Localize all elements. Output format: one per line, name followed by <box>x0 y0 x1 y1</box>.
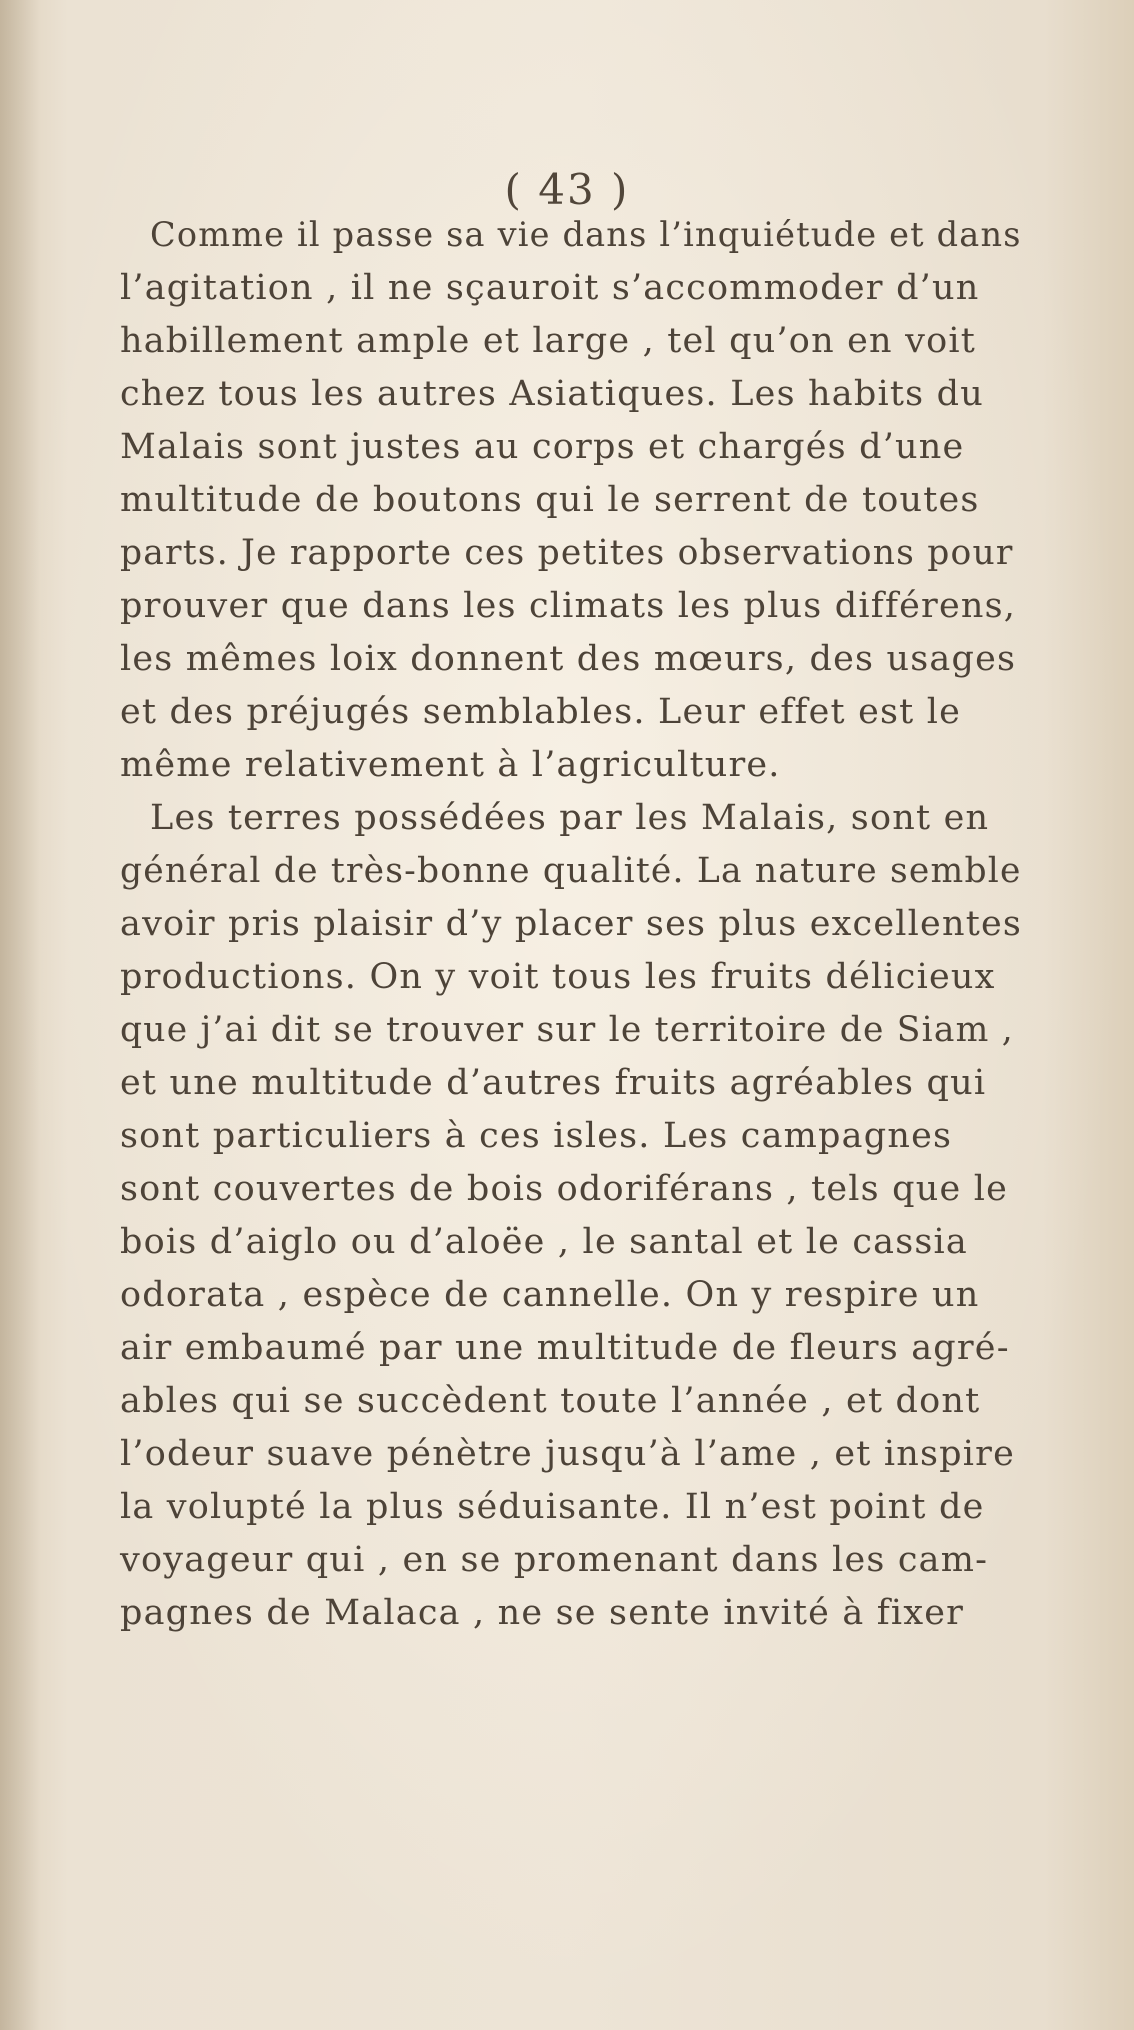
text-line: prouver que dans les climats les plus différens, <box>120 586 1017 626</box>
text-line: que j’ai dit se trouver sur le territoire de Siam , <box>120 1010 1014 1050</box>
text-line: habillement ample et large , tel qu’on en voit <box>120 321 977 361</box>
text-line: voyageur qui , en se promenant dans les cam- <box>120 1540 989 1580</box>
text-line: productions. On y voit tous les fruits délicieux <box>120 957 996 997</box>
text-line: pagnes de Malaca , ne se sente invité à fixer <box>120 1593 965 1633</box>
text-line: la volupté la plus séduisante. Il n’est point de <box>120 1487 985 1527</box>
text-line: air embaumé par une multitude de fleurs agré- <box>120 1328 1010 1368</box>
text-line: général de très-bonne qualité. La nature semble <box>120 851 1022 891</box>
text-line: Les terres possédées par les Malais, sont en <box>150 798 990 838</box>
text-line: sont couvertes de bois odoriférans , tels que le <box>120 1169 1009 1209</box>
text-line: même relativement à l’agriculture. <box>120 745 781 785</box>
page-number-header: ( 43 ) <box>504 165 630 214</box>
text-line: multitude de boutons qui le serrent de toutes <box>120 480 980 520</box>
text-line: ables qui se succèdent toute l’année , et dont <box>120 1381 981 1421</box>
text-line: et une multitude d’autres fruits agréables qui <box>120 1063 987 1103</box>
text-line: parts. Je rapporte ces petites observations pour <box>120 533 1014 573</box>
text-line: et des préjugés semblables. Leur effet est le <box>120 692 962 732</box>
text-line: Malais sont justes au corps et chargés d’une <box>120 427 965 467</box>
text-line: Comme il passe sa vie dans l’inquiétude et dans <box>150 215 1022 254</box>
text-line: chez tous les autres Asiatiques. Les habits du <box>120 374 984 414</box>
text-line: les mêmes loix donnent des mœurs, des usages <box>120 639 1017 679</box>
text-line: l’odeur suave pénètre jusqu’à l’ame , et inspire <box>120 1434 1016 1474</box>
text-line: sont particuliers à ces isles. Les campagnes <box>120 1116 953 1156</box>
text-line: bois d’aiglo ou d’aloëe , le santal et le cassia <box>120 1222 968 1262</box>
text-line: l’agitation , il ne sçauroit s’accommoder d’un <box>120 268 980 308</box>
page-gutter-shadow <box>0 0 40 2030</box>
text-line: odorata , espèce de cannelle. On y respire un <box>120 1275 980 1315</box>
text-line: avoir pris plaisir d’y placer ses plus excellentes <box>120 904 1023 944</box>
